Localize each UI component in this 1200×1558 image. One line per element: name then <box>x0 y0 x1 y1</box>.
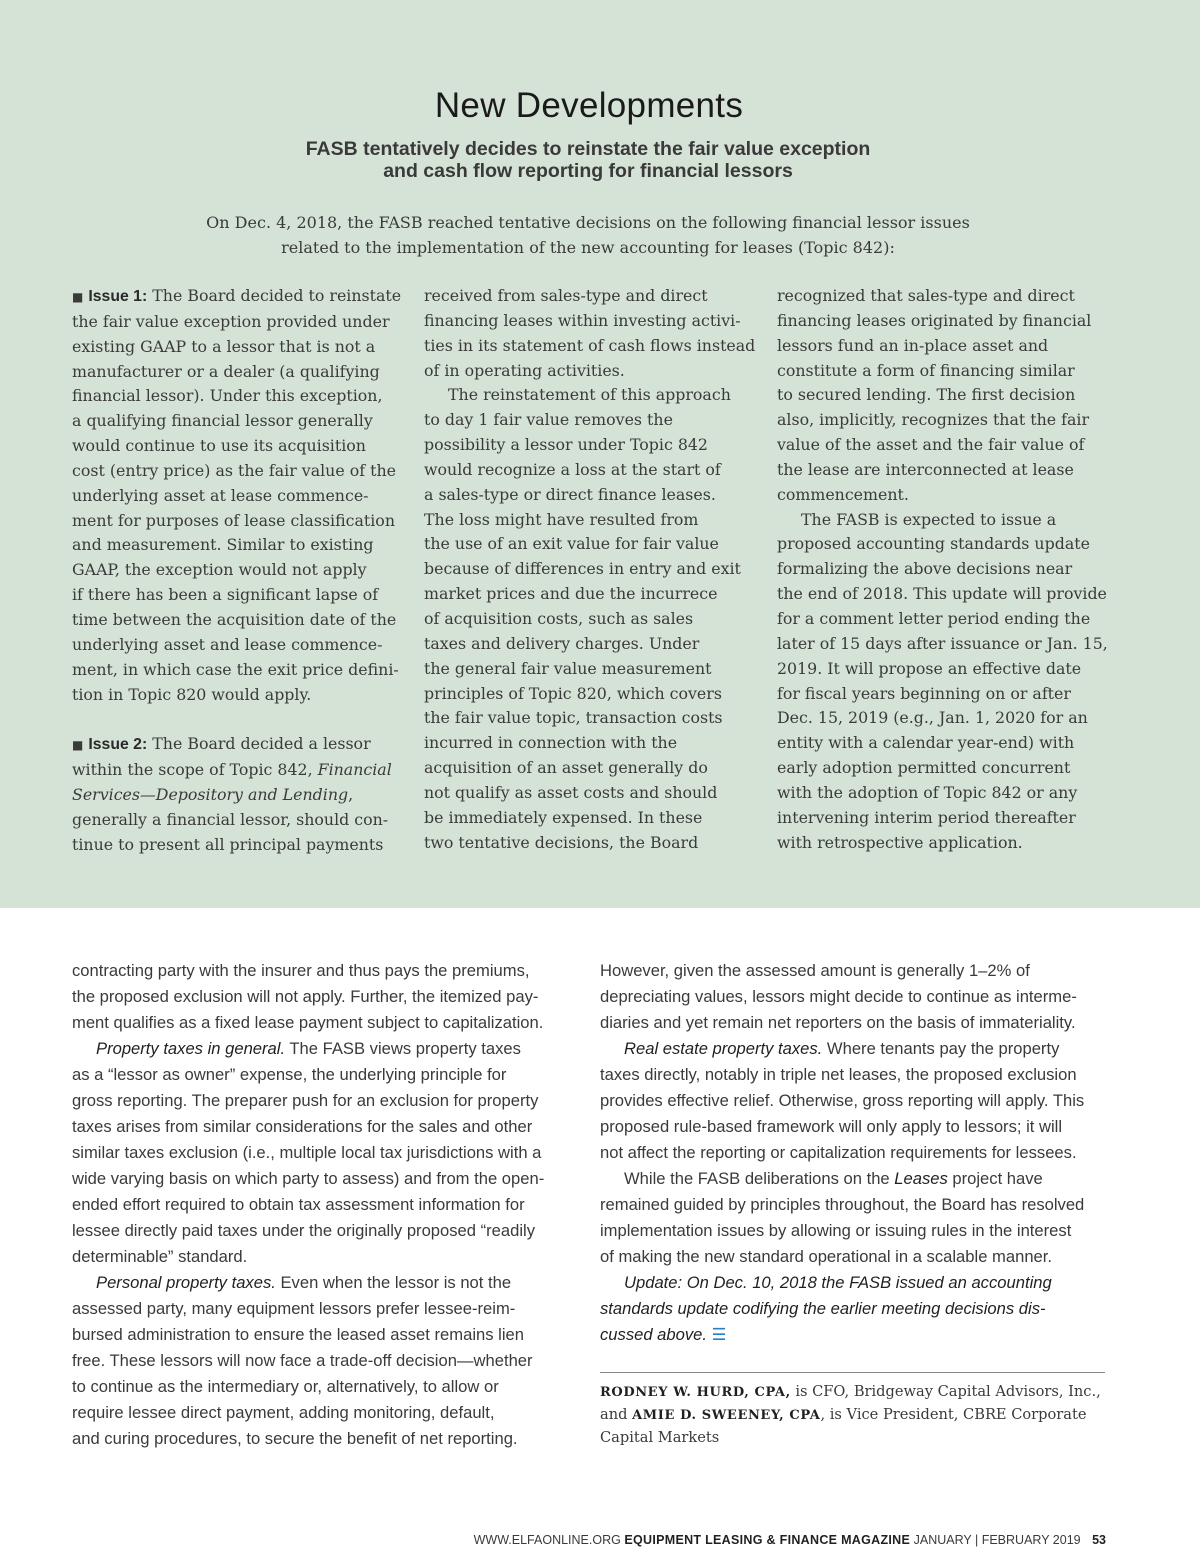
footer-site: WWW.ELFAONLINE.ORG <box>473 1533 621 1547</box>
square-bullet-icon: ■ <box>72 290 84 304</box>
author-name-2: AMIE D. SWEENEY, CPA <box>632 1408 821 1423</box>
sidebar-subtitle: FASB tentatively decides to reinstate the fair value exception and cash flow reporting for financial lessors <box>305 138 871 182</box>
real-estate-paragraph: Real estate property taxes. Where tenants pay the property <box>624 1039 1060 1058</box>
sidebar-intro: On Dec. 4, 2018, the FASB reached tentative decisions on the following financial lessor issues related to the implementation of the new accounting for leases (Topic 842): <box>206 213 970 257</box>
issue-2-paragraph: ■ Issue 2: The Board decided a lessor <box>72 734 371 754</box>
footer-magazine: EQUIPMENT LEASING & FINANCE MAGAZINE <box>624 1533 911 1547</box>
while-paragraph: While the FASB deliberations on the Leases project have <box>624 1169 1043 1188</box>
article-column-right: However, given the assessed amount is generally 1–2% of depreciating values, lessors might decide to continue as interme- diaries and yet remain net reporters on the basis of immateriality. Real estate property taxes. Where tenants pay the property taxes directly, notably in triple net leases, the proposed exclusion provides effective relief. Otherwise, gross reporting will apply. This proposed rule-based framework will only apply to lessors; it will not affect the reporting or capitalization requirements for lessees. While the FASB deliberations on the Leases project have remained guided by principles throughout, the Board has resolved implementation issues by allowing or issuing rules in the interest of making the new standard operational in a scalable manner. Update: On Dec. 10, 2018 the FASB issued an accounting standards update codifying the earlier meeting decisions dis- cussed above. ☰ <box>600 958 1105 1348</box>
page-number: 53 <box>1092 1533 1106 1547</box>
author-name-1: RODNEY W. HURD, CPA, <box>600 1385 791 1400</box>
sidebar-column-2: received from sales-type and direct financing leases within investing activi- ties in its statement of cash flows instead of in operating activities. The reinstatement of this approach to day 1 fair value removes the possibility a lessor under Topic 842 would recognize a loss at the start of a sales-type or direct finance leases. The loss might have resulted from the use of an exit value for fair value because of differences in entry and exit market prices and due the incurrece of acquisition costs, such as sales taxes and delivery charges. Under the general fair value measurement principles of Topic 820, which covers the fair value topic, transaction costs incurred in connection with the acquisition of an asset generally do not qualify as asset costs and should be immediately expensed. In these two tentative decisions, the Board <box>424 286 756 852</box>
page-footer <box>474 1533 1106 1547</box>
property-taxes-lead: Property taxes in general. <box>96 1039 286 1058</box>
property-taxes-paragraph: Property taxes in general. The FASB views property taxes <box>96 1039 521 1058</box>
sidebar-title: New Developments <box>434 86 744 125</box>
real-estate-lead: Real estate property taxes. <box>624 1039 823 1058</box>
author-bio: RODNEY W. HURD, CPA, is CFO, Bridgeway Capital Advisors, Inc., and AMIE D. SWEENEY, CPA, is Vice President, CBRE Corporate Capital Markets <box>600 1383 1101 1446</box>
bio-divider <box>600 1372 1105 1373</box>
issue-1-label: Issue 1: <box>88 288 148 305</box>
issue-1-paragraph: ■ Issue 1: The Board decided to reinstate <box>72 286 402 305</box>
issue-2-label: Issue 2: <box>88 736 148 754</box>
square-bullet-icon: ■ <box>72 738 84 753</box>
update-note: Update: On Dec. 10, 2018 the FASB issued an accounting <box>624 1273 1052 1292</box>
end-of-article-icon: ☰ <box>711 1325 727 1344</box>
personal-property-paragraph: Personal property taxes. Even when the lessor is not the <box>96 1273 512 1292</box>
personal-property-lead: Personal property taxes. <box>96 1273 276 1292</box>
article-column-left: contracting party with the insurer and thus pays the premiums, the proposed exclusion will not apply. Further, the itemized pay- ment qualifies as a fixed lease payment subject to capitalization. Property taxes in general. The FASB views property taxes as a “lessor as owner” expense, the underlying principle for gross reporting. The preparer push for an exclusion for property taxes arises from similar considerations for the sales and other similar taxes exclusion (i.e., multiple local tax jurisdictions with a wide varying basis on which party to assess) and from the open- ended effort required to obtain tax assessment information for lessee directly paid taxes under the originally proposed “readily determinable” standard. Personal property taxes. Even when the lessor is not the assessed party, many equipment lessors prefer lessee-reim- bursed administration to ensure the leased asset remains lien free. These lessors will now face a trade-off decision—whether to continue as the intermediary or, alternatively, to allow or require lessee direct payment, adding monitoring, default, and curing procedures, to secure the benefit of net reporting. <box>72 958 577 1452</box>
footer-issue: JANUARY | FEBRUARY 2019 <box>913 1533 1081 1547</box>
sidebar-column-3: recognized that sales-type and direct financing leases originated by financial lessors fund an in-place asset and constitute a form of financing similar to secured lending. The first decision also, implicitly, recognizes that the fair value of the asset and the fair value of the lease are interconnected at lease commencement. The FASB is expected to issue a proposed accounting standards update formalizing the above decisions near the end of 2018. This update will provide for a comment letter period ending the later of 15 days after issuance or Jan. 15, 2019. It will propose an effective date for fiscal years beginning on or after Dec. 15, 2019 (e.g., Jan. 1, 2020 for an entity with a calendar year-end) with early adoption permitted concurrent with the adoption of Topic 842 or any intervening interim period thereafter with retrospective application. <box>777 286 1108 852</box>
sidebar-column-1: ■ Issue 1: The Board decided to reinstate the fair value exception provided under existing GAAP to a lessor that is not a manufacturer or a dealer (a qualifying financial lessor). Under this exception, a qualifying financial lessor generally would continue to use its acquisition cost (entry price) as the fair value of the underlying asset at lease commence- ment for purposes of lease classification and measurement. Similar to existing GAAP, the exception would not apply if there has been a significant lapse of time between the acquisition date of the underlying asset and lease commence- ment, in which case the exit price defini- tion in Topic 820 would apply. ■ Issue 2: The Board decided a lessor within the scope of Topic 842, Financial Services—Depository and Lending, generally a financial lessor, should con- tinue to present all principal payments <box>72 286 402 854</box>
